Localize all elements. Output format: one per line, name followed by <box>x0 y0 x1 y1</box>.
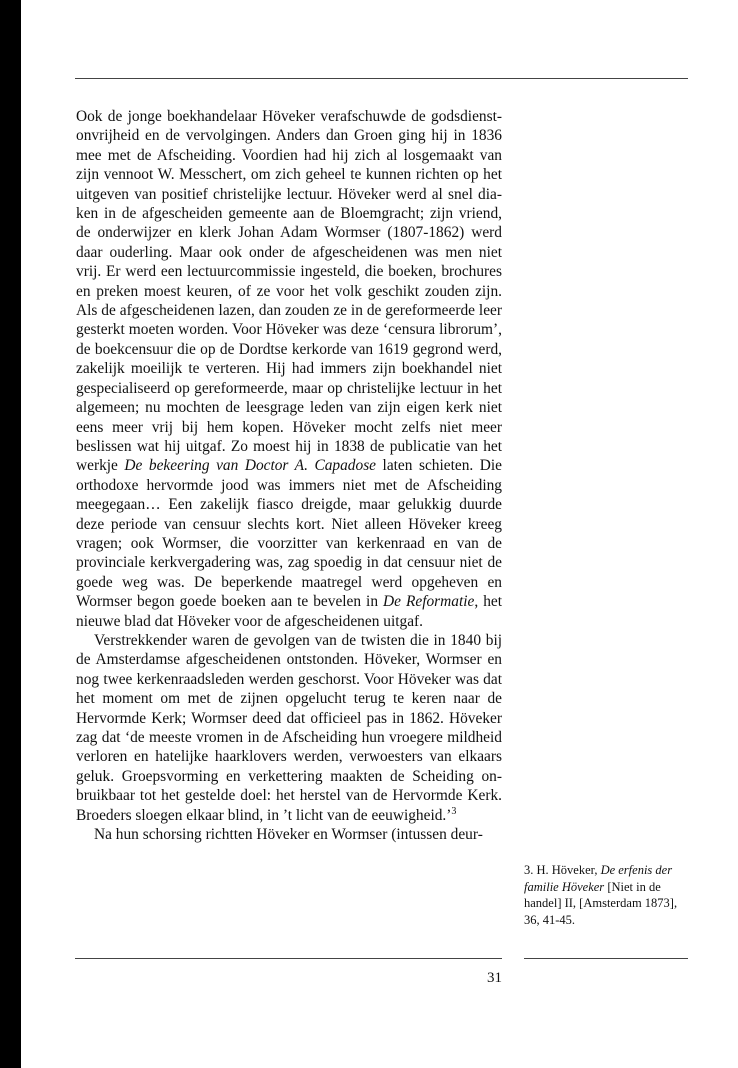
text-run: Verstrekkender waren de gevolgen van de twisten die in 1840 bij de Amsterdamse afgescheidenen ontstonden. Höveker, Wormser en nog twee kerkenraadsleden werden geschorst. Voor Höveker was dat het moment om met de zijnen opgelucht terug te keren naar de Hervormde Kerk; Wormser deed dat officieel pas in 1862. Höveker zag dat ‘de meeste vromen in de Afscheiding hun vroegere mildheid verloren en hatelijke haarklovers werden, verwoesters van elkaars geluk. Groepsvorming en verkettering maakten de Scheiding onbruikbaar tot het gestelde doel: het herstel van de Hervormde Kerk. Broeders sloegen elkaar blind, in ’t licht van de eeuwigheid.’ <box>76 631 502 824</box>
paragraph-1 <box>76 107 502 631</box>
binding-edge <box>0 0 21 1068</box>
italic-title: De Reformatie <box>383 593 475 611</box>
page-number: 31 <box>487 970 502 986</box>
text-run: , het nieuwe blad dat Höveker voor de afgescheidenen uitgaf. <box>76 593 502 630</box>
text-run: [Niet in de handel] II, [Amsterdam 1873], 36, 41-45. <box>524 879 678 927</box>
top-rule <box>75 78 688 79</box>
main-text-column <box>76 107 502 844</box>
text-run: 3. H. Höveker, <box>524 863 601 877</box>
bottom-rule-main <box>75 958 502 959</box>
text-run: Ook de jonge boekhandelaar Höveker verafschuwde de godsdienstonvrijheid en de vervolgingen. Anders dan Groen ging hij in 1836 mee met de Afscheiding. Voordien had hij zich al losgemaakt van zijn vennoot W. Messchert, om zich geheel te kunnen richten op het uitgeven van positief christelijke lectuur. Höveker werd al snel diaken in de afgescheiden gemeente aan de Bloemgracht; zijn vriend, de onderwijzer en klerk Johan Adam Wormser (1807-1862) werd daar ouderling. Maar ook onder de afgescheidenen was men niet vrij. Er werd een lectuurcommissie ingesteld, die boeken, brochures en preken moest keuren, of ze voor het volk geschikt zouden zijn. Als de afgescheidenen lazen, dan zouden ze in de gereformeerde leer gesterkt moeten worden. Voor Höveker was deze ‘censura librorum’, de boekcensuur die op de Dordtse kerkorde van 1619 gegrond werd, zakelijk moeilijk te verteren. Hij had immers zijn boekhandel niet gespecialiseerd op gereformeerde, maar op christelijke lectuur in het algemeen; nu mochten de leesgrage leden van zijn eigen kerk niet eens meer vrij bij hem kopen. Höveker mocht zelfs niet meer beslissen wat hij uitgaf. Zo moest hij in 1838 de publicatie van het werkje <box>76 108 502 475</box>
bottom-rule-margin <box>524 958 688 959</box>
footnote-marker: 3 <box>451 805 457 817</box>
italic-title: De erfenis der familie Höveker <box>524 863 673 894</box>
text-run: Na hun schorsing richtten Höveker en Wormser (intussen deur- <box>94 826 483 844</box>
italic-title: De bekeering van Doctor A. Capadose <box>124 457 377 475</box>
paragraph-2 <box>76 631 502 825</box>
text-run: laten schieten. Die orthodoxe hervormde jood was immers niet met de Afscheiding meegegaan… Een zakelijk fiasco dreigde, maar gelukkig duurde deze periode van censuur slechts kort. Niet alleen Höveker kreeg vragen; ook Wormser, die voorzitter van kerkenraad en van de provinciale kerkvergadering was, zag spoedig in dat censuur niet de goede weg was. De beperkende maatregel werd opgeheven en Wormser begon goede boeken aan te bevelen in <box>76 457 502 611</box>
paragraph-3 <box>76 825 502 844</box>
footnote-3 <box>524 862 692 928</box>
